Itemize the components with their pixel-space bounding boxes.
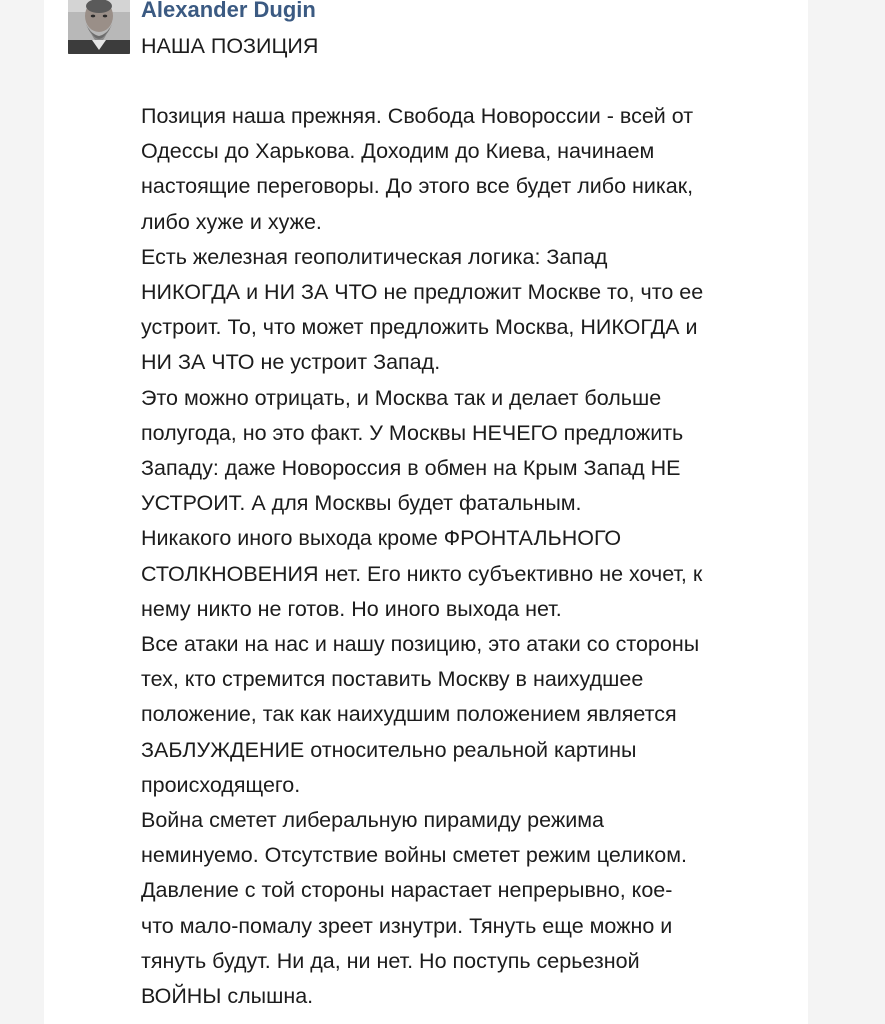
post-line: либо хуже и хуже. [141, 209, 322, 234]
page-margin-right [807, 0, 885, 1024]
post-line: устроит. То, что может предложить Москва, НИКОГДА и [141, 315, 698, 340]
post-body [141, 99, 801, 1014]
post-line: Позиция наша прежняя. Свобода Новороссии - всей от [141, 104, 694, 128]
post-line: неминуемо. Отсутствие войны сметет режим целиком. [141, 843, 687, 868]
author-name[interactable]: Alexander Dugin [141, 0, 316, 22]
post-line: нему никто не готов. Но иного выхода нет. [141, 596, 562, 621]
post-line: ЗАБЛУЖДЕНИЕ относительно реальной картины [141, 737, 637, 762]
post-line: УСТРОИТ. А для Москвы будет фатальным. [141, 491, 582, 516]
post-line: тех, кто стремится поставить Москву в наихудшее [141, 667, 644, 692]
post-line: Западу: даже Новороссия в обмен на Крым Запад НЕ [141, 456, 681, 481]
post-line: положение, так как наихудшим положением является [141, 702, 677, 727]
bearded-man-portrait-icon [68, 0, 130, 54]
post-line: что мало-помалу зреет изнутри. Тянуть еще можно и [141, 913, 673, 938]
post-line: Война сметет либеральную пирамиду режима [141, 808, 604, 833]
page-margin-left [0, 0, 45, 1024]
post-line: тянуть будут. Ни да, ни нет. Но поступь серьезной [141, 948, 640, 973]
post-card [44, 0, 808, 1024]
post-line: настоящие переговоры. До этого все будет либо никак, [141, 174, 694, 199]
post-line: Есть железная геополитическая логика: Запад [141, 244, 608, 269]
post-title: НАША ПОЗИЦИЯ [141, 34, 319, 58]
post-line: НИ ЗА ЧТО не устроит Запад. [141, 350, 441, 375]
post-line: Никакого иного выхода кроме ФРОНТАЛЬНОГО [141, 526, 622, 551]
post-line: Давление с той стороны нарастает непрерывно, кое- [141, 878, 673, 903]
post-line: Все атаки на нас и нашу позицию, это атаки со стороны [141, 632, 700, 657]
post-line: СТОЛКНОВЕНИЯ нет. Его никто субъективно не хочет, к [141, 561, 703, 586]
post-line: происходящего. [141, 772, 301, 797]
post-line: полугода, но это факт. У Москвы НЕЧЕГО предложить [141, 420, 684, 445]
post-line: Это можно отрицать, и Москва так и делает больше [141, 385, 662, 410]
post-line: ВОЙНЫ слышна. [141, 984, 314, 1009]
author-avatar[interactable] [68, 0, 130, 54]
post-line: НИКОГДА и НИ ЗА ЧТО не предложит Москве то, что ее [141, 280, 704, 305]
post-line: Одессы до Харькова. Доходим до Киева, начинаем [141, 139, 655, 164]
